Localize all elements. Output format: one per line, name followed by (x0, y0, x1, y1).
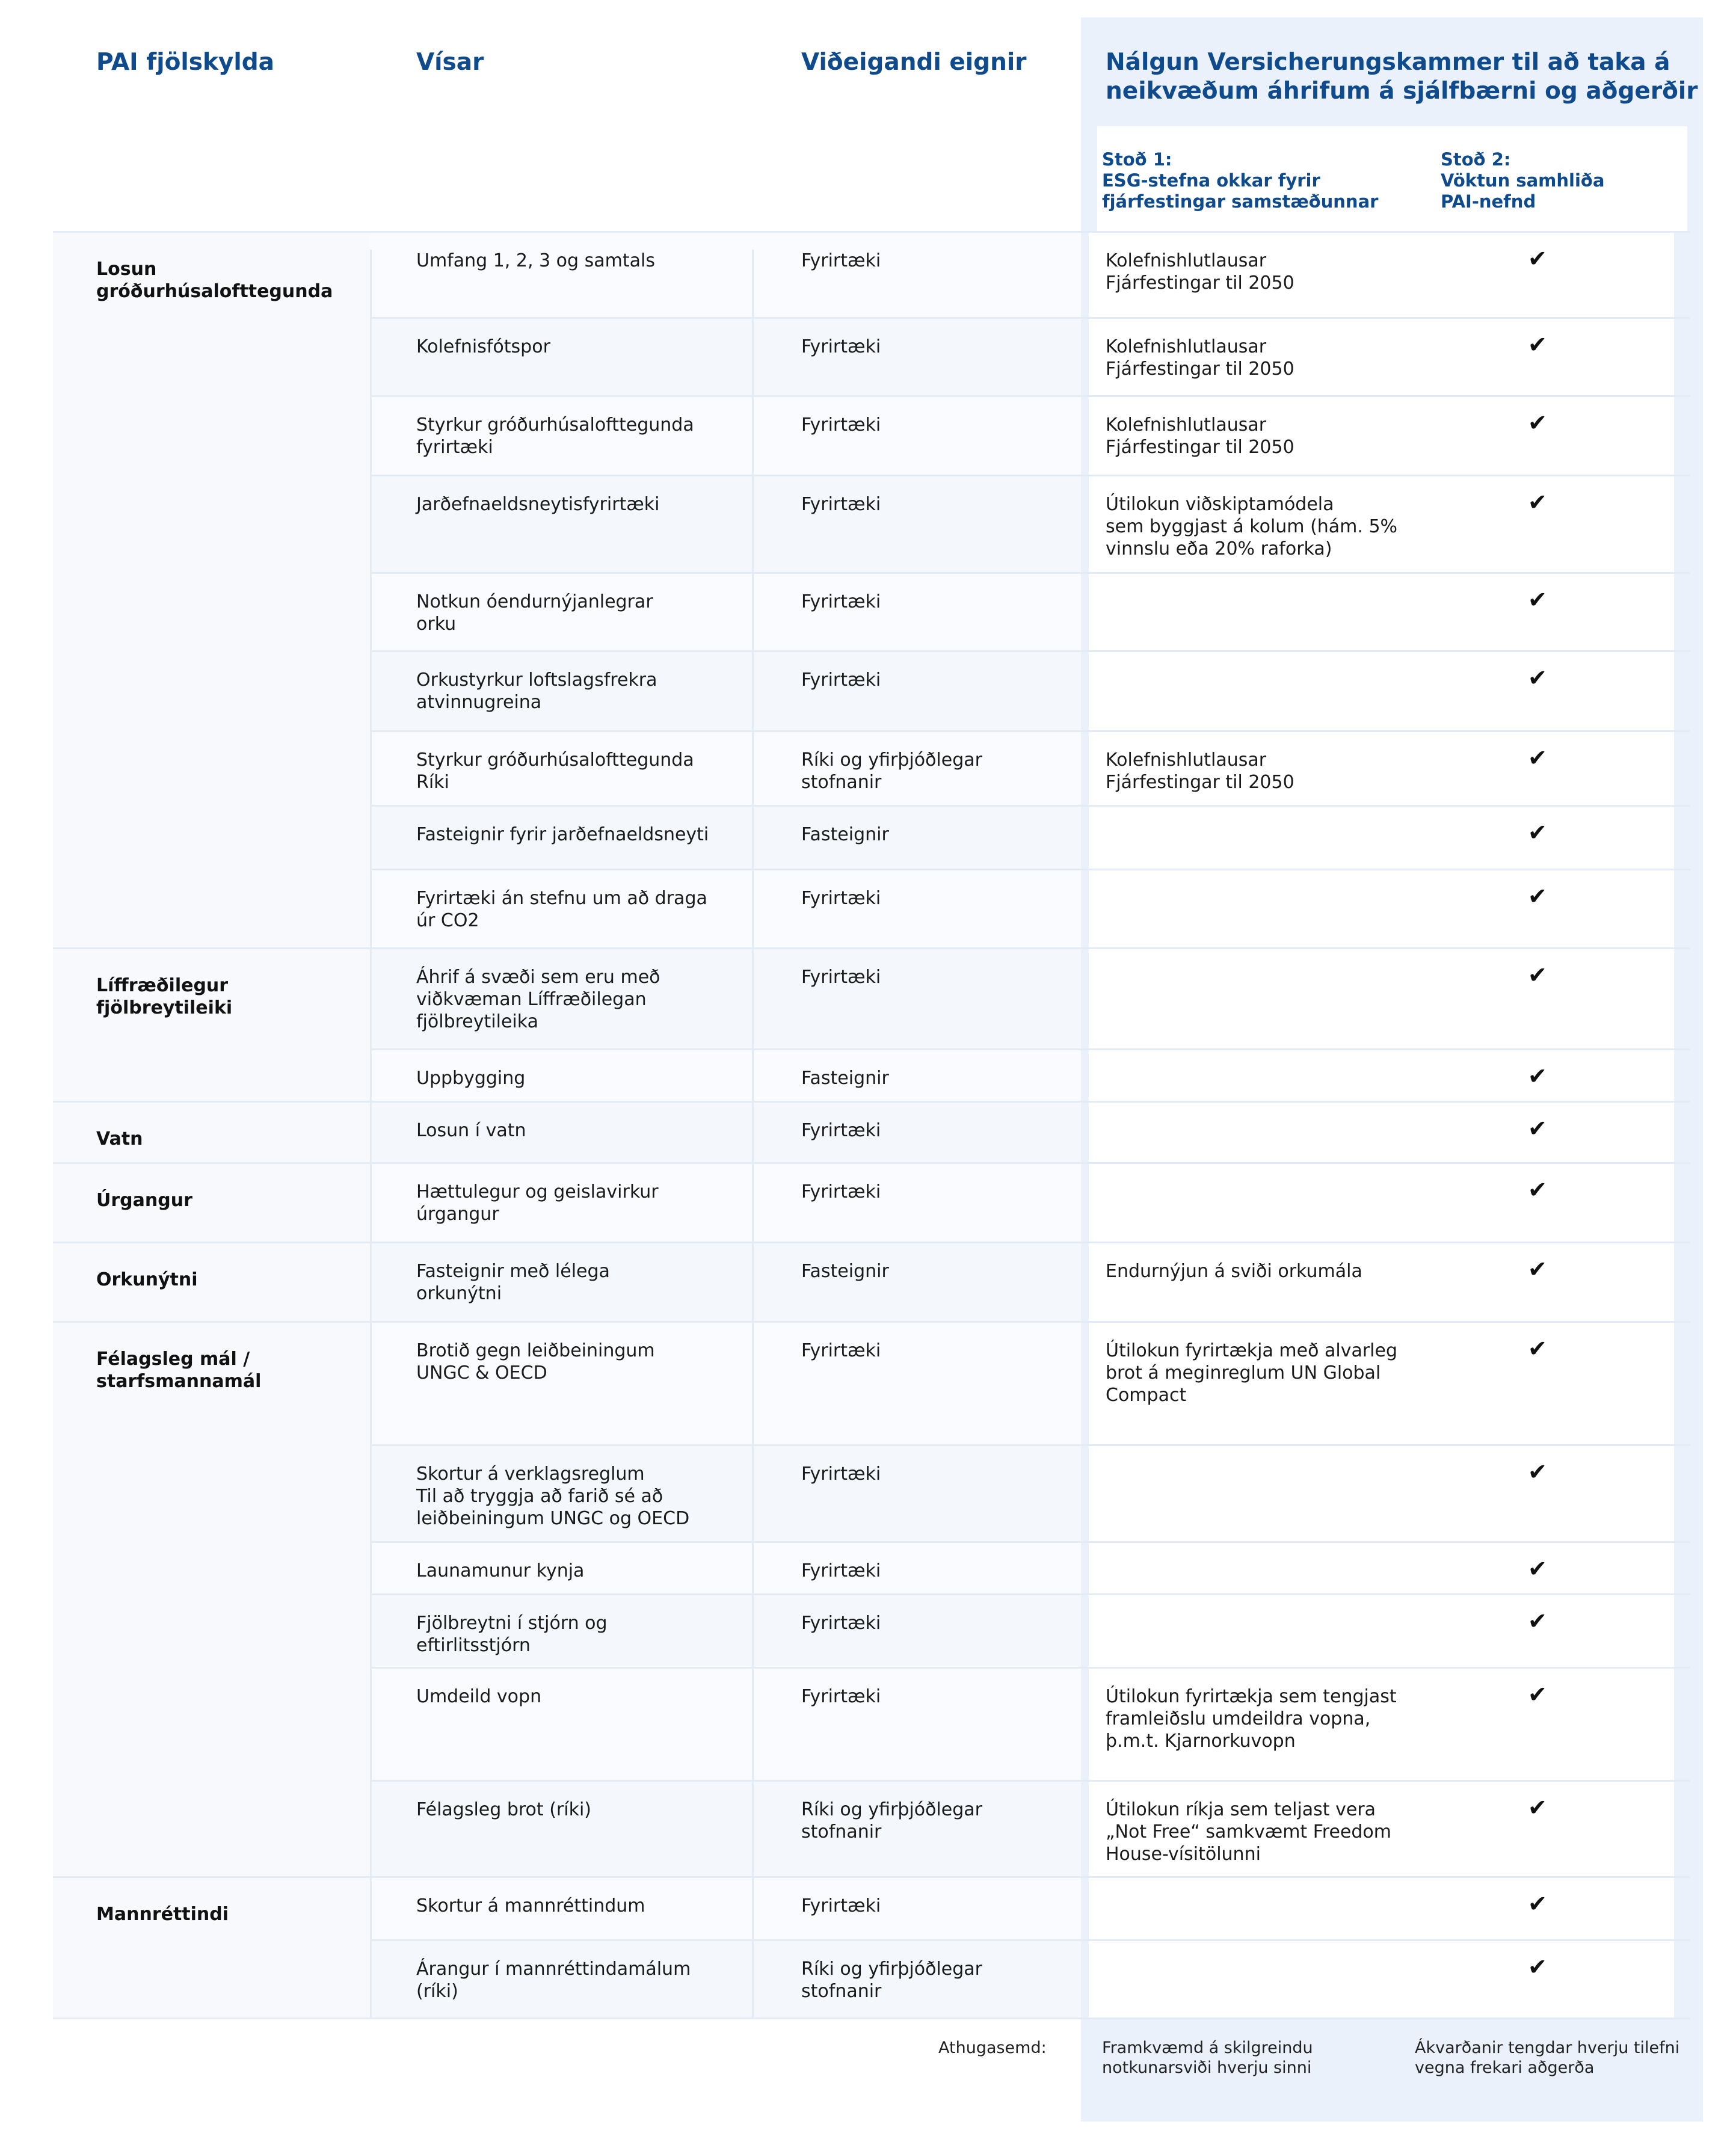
row-band-pillar (1089, 1940, 1674, 2018)
indicator-cell: Launamunur kynja (416, 1560, 585, 1581)
row-divider (53, 1321, 1690, 1323)
row-divider (370, 805, 1690, 807)
asset-cell: Fyrirtæki (801, 1181, 881, 1202)
check-icon: ✔ (1528, 586, 1547, 613)
indicator-cell: Kolefnisfótspor (416, 336, 550, 357)
asset-cell: Fasteignir (801, 824, 889, 845)
row-band-pillar (1089, 1101, 1674, 1163)
row-divider (370, 1444, 1690, 1446)
check-icon: ✔ (1528, 245, 1547, 272)
column-divider (370, 250, 372, 2018)
check-icon: ✔ (1528, 1459, 1547, 1485)
row-divider (53, 1876, 1690, 1878)
category-label: Vatn (96, 1128, 143, 1150)
check-icon: ✔ (1528, 1954, 1547, 1980)
indicator-cell: Skortur á verklagsreglum Til að tryggja að farið sé að leiðbeiningum UNGC og OECD (416, 1463, 690, 1529)
row-divider (370, 1780, 1690, 1782)
asset-cell: Fasteignir (801, 1068, 889, 1089)
row-band-pillar (1089, 573, 1674, 651)
row-divider (370, 572, 1690, 574)
asset-cell: Fyrirtæki (801, 1463, 881, 1485)
asset-cell: Fyrirtæki (801, 888, 881, 909)
row-band-pillar (1089, 1049, 1674, 1101)
row-band-pillar (1089, 1445, 1674, 1542)
indicator-cell: Fyrirtæki án stefnu um að draga úr CO2 (416, 888, 707, 931)
pillar-1-cell: Kolefnishlutlausar Fjárfestingar til 2050 (1106, 250, 1294, 294)
indicator-cell: Fasteignir fyrir jarðefnaeldsneyti (416, 824, 709, 845)
indicator-cell: Notkun óendurnýjanlegrar orku (416, 591, 653, 635)
footer-note-pillar-1: Framkvæmd á skilgreindu notkunarsviði hverju sinni (1102, 2039, 1313, 2077)
header-indicator: Vísar (416, 49, 484, 76)
row-band (370, 232, 1081, 318)
header-pai-family: PAI fjölskylda (96, 49, 274, 76)
indicator-cell: Hættulegur og geislavirkur úrgangur (416, 1181, 659, 1225)
header-assets: Viðeigandi eignir (801, 49, 1027, 76)
asset-cell: Ríki og yfirþjóðlegar stofnanir (801, 1799, 982, 1842)
row-divider (370, 650, 1690, 652)
check-icon: ✔ (1528, 665, 1547, 691)
indicator-cell: Orkustyrkur loftslagsfrekra atvinnugreina (416, 669, 657, 713)
row-band-pillar (1089, 1163, 1674, 1242)
row-divider (370, 475, 1690, 476)
header-pillar-1: Stoð 1: ESG-stefna okkar fyrir fjárfestingar samstæðunnar (1102, 149, 1379, 212)
row-divider (370, 395, 1690, 397)
asset-cell: Fyrirtæki (801, 1686, 881, 1707)
indicator-cell: Félagsleg brot (ríki) (416, 1799, 591, 1820)
column-divider (752, 250, 754, 2018)
row-band-pillar (1089, 1594, 1674, 1667)
check-icon: ✔ (1528, 1063, 1547, 1089)
row-band-pillar (1089, 805, 1674, 869)
row-divider (53, 2017, 1690, 2019)
indicator-cell: Styrkur gróðurhúsalofttegunda fyrirtæki (416, 414, 694, 458)
check-icon: ✔ (1528, 819, 1547, 846)
category-column-band (53, 232, 370, 2018)
asset-cell: Fyrirtæki (801, 1120, 881, 1141)
category-label: Orkunýtni (96, 1269, 198, 1290)
asset-cell: Ríki og yfirþjóðlegar stofnanir (801, 749, 982, 793)
header-approach: Nálgun Versicherungskammer til að taka á neikvæðum áhrifum á sjálfbærni og aðgerðir (1106, 49, 1698, 105)
asset-cell: Fasteignir (801, 1261, 889, 1282)
indicator-cell: Umdeild vopn (416, 1686, 542, 1707)
row-band-pillar (1089, 1542, 1674, 1594)
pillar-1-cell: Útilokun fyrirtækja sem tengjast framleiðslu umdeildra vopna, þ.m.t. Kjarnorkuvopn (1106, 1686, 1397, 1752)
row-divider (53, 1242, 1690, 1243)
row-divider (53, 231, 1690, 233)
check-icon: ✔ (1528, 1681, 1547, 1708)
indicator-cell: Áhrif á svæði sem eru með viðkvæman Líffræðilegan fjölbreytileika (416, 967, 660, 1032)
asset-cell: Fyrirtæki (801, 1613, 881, 1634)
asset-cell: Fyrirtæki (801, 1895, 881, 1916)
header-pillar-2: Stoð 2: Vöktun samhliða PAI-nefnd (1441, 149, 1605, 212)
check-icon: ✔ (1528, 331, 1547, 358)
check-icon: ✔ (1528, 745, 1547, 771)
row-band-pillar (1089, 948, 1674, 1049)
asset-cell: Fyrirtæki (801, 1340, 881, 1361)
pillar-1-cell: Kolefnishlutlausar Fjárfestingar til 2050 (1106, 336, 1294, 380)
row-divider (53, 947, 1690, 949)
pillar-1-cell: Kolefnishlutlausar Fjárfestingar til 2050 (1106, 414, 1294, 458)
asset-cell: Fyrirtæki (801, 414, 881, 435)
row-divider (53, 1101, 1690, 1103)
pillar-1-cell: Kolefnishlutlausar Fjárfestingar til 2050 (1106, 749, 1294, 793)
pillar-1-cell: Útilokun fyrirtækja með alvarleg brot á meginreglum UN Global Compact (1106, 1340, 1397, 1406)
row-divider (370, 1593, 1690, 1595)
row-band-pillar (1089, 1877, 1674, 1940)
row-band-pillar (1089, 869, 1674, 948)
asset-cell: Fyrirtæki (801, 250, 881, 271)
check-icon: ✔ (1528, 1794, 1547, 1821)
check-icon: ✔ (1528, 1256, 1547, 1282)
check-icon: ✔ (1528, 410, 1547, 436)
category-label: Úrgangur (96, 1190, 192, 1211)
category-label: Félagsleg mál / starfsmannamál (96, 1349, 262, 1392)
category-label: Losun gróðurhúsalofttegunda (96, 259, 333, 302)
indicator-cell: Uppbygging (416, 1068, 526, 1089)
indicator-cell: Brotið gegn leiðbeiningum UNGC & OECD (416, 1340, 655, 1383)
footer-note-label: Athugasemd: (938, 2039, 1047, 2057)
row-divider (370, 1541, 1690, 1543)
indicator-cell: Styrkur gróðurhúsalofttegunda Ríki (416, 749, 694, 793)
check-icon: ✔ (1528, 1335, 1547, 1362)
indicator-cell: Fjölbreytni í stjórn og eftirlitsstjórn (416, 1613, 608, 1656)
row-divider (370, 1667, 1690, 1669)
row-divider (370, 1939, 1690, 1941)
row-band (370, 475, 1081, 573)
indicator-cell: Losun í vatn (416, 1120, 526, 1141)
indicator-cell: Skortur á mannréttindum (416, 1895, 645, 1916)
asset-cell: Fyrirtæki (801, 336, 881, 357)
check-icon: ✔ (1528, 1115, 1547, 1142)
row-divider (370, 317, 1690, 319)
check-icon: ✔ (1528, 1608, 1547, 1634)
check-icon: ✔ (1528, 1177, 1547, 1203)
pillar-1-cell: Útilokun ríkja sem teljast vera „Not Free“ samkvæmt Freedom House-vísitölunni (1106, 1799, 1392, 1865)
indicator-cell: Árangur í mannréttindamálum (ríki) (416, 1959, 691, 2002)
indicator-cell: Fasteignir með lélega orkunýtni (416, 1261, 610, 1304)
row-band (370, 1667, 1081, 1780)
asset-cell: Fyrirtæki (801, 591, 881, 612)
row-band-pillar (1089, 651, 1674, 731)
asset-cell: Fyrirtæki (801, 669, 881, 691)
asset-cell: Fyrirtæki (801, 967, 881, 988)
pillar-1-cell: Endurnýjun á sviði orkumála (1106, 1261, 1362, 1282)
category-label: Mannréttindi (96, 1904, 229, 1925)
row-divider (370, 730, 1690, 732)
asset-cell: Fyrirtæki (801, 494, 881, 515)
check-icon: ✔ (1528, 489, 1547, 516)
check-icon: ✔ (1528, 1891, 1547, 1917)
indicator-cell: Jarðefnaeldsneytisfyrirtæki (416, 494, 660, 515)
asset-cell: Ríki og yfirþjóðlegar stofnanir (801, 1959, 982, 2002)
asset-cell: Fyrirtæki (801, 1560, 881, 1581)
pillar-1-cell: Útilokun viðskiptamódela sem byggjast á kolum (hám. 5% vinnslu eða 20% raforka) (1106, 494, 1398, 559)
row-divider (53, 1162, 1690, 1164)
footer-note-pillar-2: Ákvarðanir tengdar hverju tilefni vegna frekari aðgerða (1415, 2039, 1680, 2077)
row-divider (370, 1048, 1690, 1050)
category-label: Líffræðilegur fjölbreytileiki (96, 975, 233, 1018)
indicator-cell: Umfang 1, 2, 3 og samtals (416, 250, 655, 271)
check-icon: ✔ (1528, 962, 1547, 988)
check-icon: ✔ (1528, 1556, 1547, 1582)
check-icon: ✔ (1528, 883, 1547, 909)
row-divider (370, 869, 1690, 870)
